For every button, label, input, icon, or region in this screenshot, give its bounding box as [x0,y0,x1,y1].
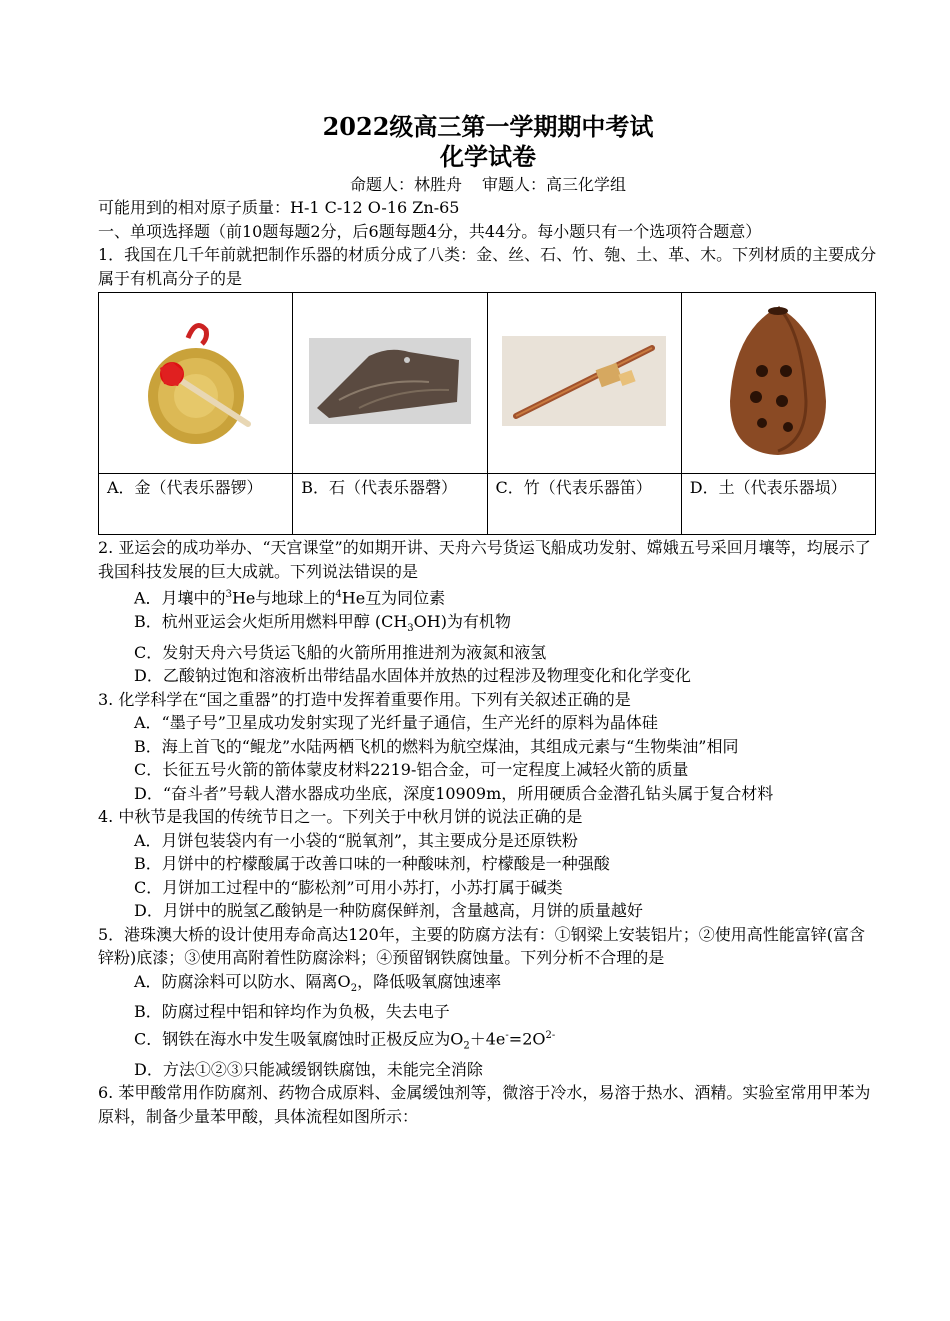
flute-image [502,336,666,426]
q3-option-d: D．“奋斗者”号载人潜水器成功坐底，深度10909m，所用硬质合金潜孔钻头属于复合材料 [134,783,774,803]
q4-option-a: A．月饼包装袋内有一小袋的“脱氧剂”，其主要成分是还原铁粉 [134,830,578,850]
q4-option-c: C．月饼加工过程中的“膨松剂”可用小苏打，小苏打属于碱类 [134,877,563,897]
q2-stem: 2. 亚运会的成功举办、“天宫课堂”的如期开讲、天舟六号货运飞船成功发射、嫦娥五号采回月壤等，均展示了我国科技发展的巨大成就。下列说法错误的是 [98,538,871,581]
q3-option-a: A．“墨子号”卫星成功发射实现了光纤量子通信，生产光纤的原料为晶体硅 [134,713,658,733]
q1-option-c: C．竹（代表乐器笛） [487,474,681,535]
author: 命题人：林胜舟 [349,175,462,194]
q1-image-cell-c [487,293,681,474]
q3-stem: 3. 化学科学在“国之重器”的打造中发挥着重要作用。下列有关叙述正确的是 [98,689,631,709]
q2-option-b: B．杭州亚运会火炬所用燃料甲醇 $(CH_3OH)$为有机物 [134,611,511,635]
q4-option-b: B．月饼中的柠檬酸属于改善口味的一种酸味剂，柠檬酸是一种强酸 [134,854,610,874]
q2-option-c: C．发射天舟六号货运飞船的火箭所用推进剂为液氮和液氢 [134,642,547,662]
section-heading: 一、单项选择题（前10题每题2分，后6题每题4分，共44分。每小题只有一个选项符合题意） [98,221,762,241]
q1-option-b: B．石（代表乐器磬） [293,474,487,535]
xun-image [722,301,834,461]
q1-image-cell-a [99,293,293,474]
q1-option-a: A．金（代表乐器锣） [99,474,293,535]
exam-title: 2022级高三第一学期期中考试 [322,112,654,141]
chime-stone-image [309,338,471,424]
q5-option-c: C．钢铁在海水中发生吸氧腐蚀时正极反应为$O_2+4e^-=2O^{2-}$ [134,1029,556,1052]
q5-option-a: A．防腐涂料可以防水、隔离$O_2$，降低吸氧腐蚀速率 [134,971,502,994]
atomic-mass-line: 可能用到的相对原子质量：H-1 C-12 O-16 Zn-65 [98,198,460,217]
gong-image [136,316,256,446]
q1-image-cell-d [681,293,875,474]
exam-page [98,112,878,1128]
q1-options-table [98,292,876,535]
authors-line [98,174,878,196]
reviewer: 审题人：高三化学组 [482,175,627,194]
q2-option-d: D．乙酸钠过饱和溶液析出带结晶水固体并放热的过程涉及物理变化和化学变化 [134,666,691,686]
q6-stem: 6. 苯甲酸常用作防腐剂、药物合成原料、金属缓蚀剂等，微溶于冷水，易溶于热水、酒精。实验室常用甲苯为原料，制备少量苯甲酸，具体流程如图所示： [98,1083,871,1126]
q3-option-b: B．海上首飞的“鲲龙”水陆两栖飞机的燃料为航空煤油，其组成元素与“生物柴油”相同 [134,736,739,756]
exam-subtitle: 化学试卷 [440,142,536,171]
q2-option-a: A．月壤中的$^3$He与地球上的$^4$He互为同位素 [134,588,446,608]
q5-option-d: D．方法①②③只能减缓钢铁腐蚀，未能完全消除 [134,1059,483,1079]
q1-image-cell-b [293,293,487,474]
q4-option-d: D．月饼中的脱氢乙酸钠是一种防腐保鲜剂，含量越高，月饼的质量越好 [134,901,643,921]
q4-stem: 4. 中秋节是我国的传统节日之一。下列关于中秋月饼的说法正确的是 [98,807,583,827]
q1-option-d: D．土（代表乐器埙） [681,474,875,535]
q1-stem: 1．我国在几千年前就把制作乐器的材质分成了八类：金、丝、石、竹、匏、土、革、木。下列材质的主要成分属于有机高分子的是 [98,245,877,288]
q5-stem: 5．港珠澳大桥的设计使用寿命高达120年，主要的防腐方法有：①钢梁上安装铝片；②使用高性能富锌(富含锌粉)底漆；③使用高附着性防腐涂料；④预留钢铁腐蚀量。下列分析不合理的是 [98,924,865,968]
q3-option-c: C．长征五号火箭的箭体蒙皮材料2219-铝合金，可一定程度上减轻火箭的质量 [134,760,689,780]
q5-option-b: B．防腐过程中铝和锌均作为负极，失去电子 [134,1002,450,1022]
